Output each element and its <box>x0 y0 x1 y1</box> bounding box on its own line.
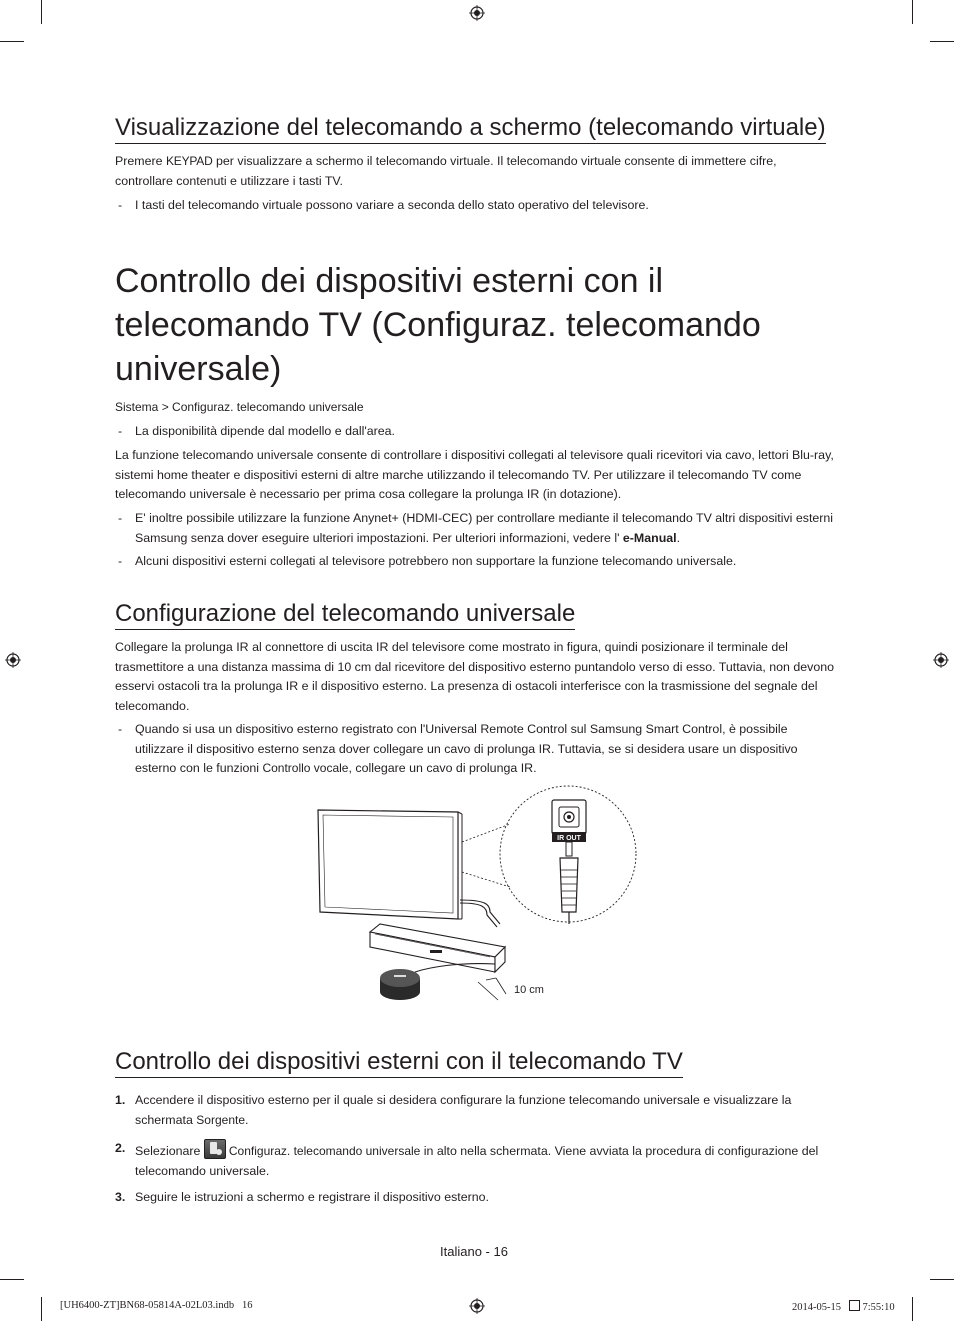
universal-remote-icon <box>204 1139 226 1159</box>
note-anynet: - E' inoltre possibile utilizzare la funzione Anynet+ (HDMI-CEC) per controllare mediante il telecomando TV altri dispositivi esterni Samsung senza dover eseguire ulteriori impostazioni. Per ulteriori informazioni, vedere l' e-Manual. <box>118 511 834 545</box>
section-title-virtual-remote: Visualizzazione del telecomando a schermo (telecomando virtuale) <box>115 114 826 144</box>
crop-mark <box>912 1297 913 1321</box>
tv-illustration <box>318 810 462 919</box>
step-number: 3. <box>115 1190 126 1204</box>
section-title-control-devices: Controllo dei dispositivi esterni con il telecomando TV <box>115 1048 683 1078</box>
chapter-title-universal-remote: Controllo dei dispositivi esterni con il telecomando TV (Configuraz. telecomando universale) <box>115 262 761 388</box>
print-timestamp: 2014-05-15 7:55:10 <box>792 1302 895 1313</box>
crop-mark <box>0 41 24 42</box>
crop-mark <box>912 0 913 24</box>
paragraph-virtual-remote: Premere KEYPAD per visualizzare a schermo il telecomando virtuale. Il telecomando virtuale consente di immettere cifre, controllare contenuti e utilizzare i tasti TV. <box>115 154 777 188</box>
distance-label: 10 cm <box>514 984 544 996</box>
registration-mark-icon <box>5 652 21 668</box>
voice-control-label: Controllo vocale <box>262 761 349 775</box>
paragraph-universal-remote: La funzione telecomando universale consente di controllare i dispositivi collegati al televisore quali ricevitori via cavo, lettori Blu-ray, sistemi home theater e dispositivi esterni di altre marche utilizzando il telecomando TV. Per utilizzare il telecomando TV come telecomando universale è necessario per prima cosa collegare la prolunga IR (in dotazione). <box>115 448 834 501</box>
crop-mark <box>41 1297 42 1321</box>
external-device-illustration <box>370 924 505 972</box>
page-number: Italiano - 16 <box>440 1244 508 1259</box>
step-number: 1. <box>115 1093 126 1107</box>
crop-mark <box>930 1279 954 1280</box>
ir-extender-illustration <box>310 782 640 1007</box>
note-unsupported: - Alcuni dispositivi esterni collegati al televisore potrebbero non supportare la funzione telecomando universale. <box>118 554 737 568</box>
registration-mark-icon <box>933 652 949 668</box>
menu-path-item: Configuraz. telecomando universale <box>172 400 364 414</box>
menu-path-item: Sistema <box>115 400 159 414</box>
keypad-label: KEYPAD <box>165 154 213 168</box>
section-title-setup: Configurazione del telecomando universale <box>115 600 575 630</box>
registration-mark-icon <box>469 5 485 21</box>
file-info: [UH6400-ZT]BN68-05814A-02L03.indb 16 <box>60 1300 253 1311</box>
note-virtual-remote: - I tasti del telecomando virtuale possono variare a seconda dello stato operativo del televisore. <box>118 198 649 212</box>
step-item: 2. Selezionare Configuraz. telecomando universale in alto nella schermata. Viene avviata la procedura di configurazione del telecomando universale. <box>115 1141 819 1178</box>
crop-mark <box>41 0 42 24</box>
menu-path: Sistema > Configuraz. telecomando universale <box>115 400 364 414</box>
note-availability: - La disponibilità dipende dal modello e dall'area. <box>118 424 395 438</box>
paragraph-setup: Collegare la prolunga IR al connettore di uscita IR del televisore come mostrato in figura, quindi posizionare il terminale del trasmettitore a una distanza massima di 10 cm dal ricevitore del dispositivo esterno puntandolo verso di esso. Tuttavia, non devono esservi ostacoli tra la prolunga IR e il dispositivo esterno. La presenza di ostacoli interferisce con la trasmissione del segnale del telecomando. <box>115 640 835 713</box>
registration-mark-icon <box>469 1298 485 1314</box>
step-item: 3. Seguire le istruzioni a schermo e registrare il dispositivo esterno. <box>115 1188 837 1208</box>
step-number: 2. <box>115 1141 126 1155</box>
note-voice-control: - Quando si usa un dispositivo esterno registrato con l'Universal Remote Control sul Samsung Smart Control, è possibile utilizzare il dispositivo esterno senza dover collegare un cavo di prolunga IR. Tuttavia, se si desidera usare un dispositivo esterno con le funzioni Controllo vocale, collegare un cavo di prolunga IR. <box>118 722 798 775</box>
source-label: Sorgente <box>196 1112 245 1127</box>
step-item: 1. Accendere il dispositivo esterno per il quale si desidera configurare la funzione telecomando universale e visualizzare la schermata Sorgente. <box>115 1093 792 1127</box>
e-manual-link[interactable]: e-Manual <box>622 530 677 545</box>
ir-out-label: IR OUT <box>557 835 581 842</box>
crop-mark <box>930 41 954 42</box>
universal-remote-label: Configuraz. telecomando universale <box>228 1144 421 1158</box>
crop-mark <box>0 1279 24 1280</box>
